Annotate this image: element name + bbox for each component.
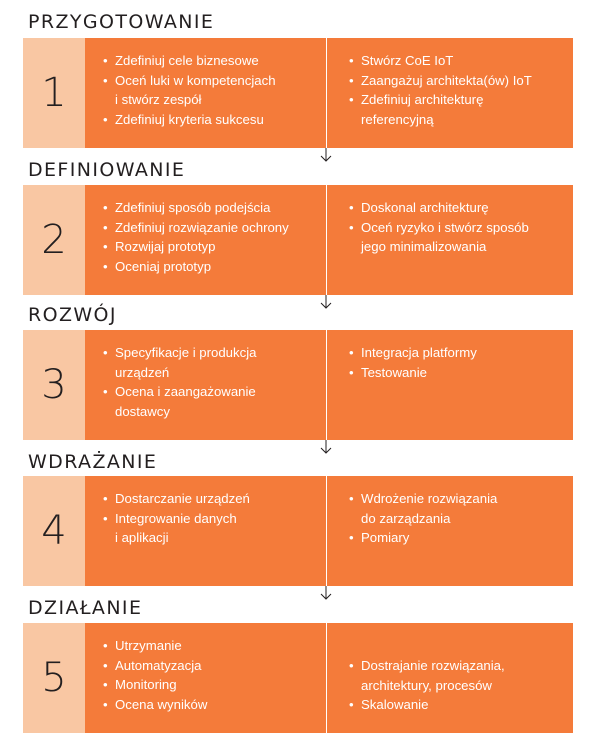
phase-content xyxy=(85,330,573,440)
phase-content xyxy=(85,185,573,295)
list-item: • Wdrożenie rozwiązania do zarządzania xyxy=(349,489,567,528)
down-arrow-icon xyxy=(318,586,334,602)
list-item: • Integrowanie danych i aplikacji xyxy=(103,509,323,548)
right-column xyxy=(329,623,573,733)
column-divider xyxy=(326,330,327,440)
right-column xyxy=(329,330,573,440)
list-item: • Testowanie xyxy=(349,363,567,383)
down-arrow-icon xyxy=(318,295,334,311)
list-item: • Ocena i zaangażowanie dostawcy xyxy=(103,382,323,421)
column-divider xyxy=(326,38,327,148)
column-divider xyxy=(326,185,327,295)
phase-title: ROZWÓJ xyxy=(28,304,117,326)
list-item: • Ocena wyników xyxy=(103,695,323,715)
left-column xyxy=(85,623,329,733)
phase-title: PRZYGOTOWANIE xyxy=(28,11,215,33)
phase-content xyxy=(85,476,573,586)
right-column xyxy=(329,185,573,295)
list-item: • Zdefiniuj architekturę referencyjną xyxy=(349,90,567,129)
phase-title: WDRAŻANIE xyxy=(28,451,158,473)
down-arrow-icon xyxy=(318,148,334,164)
list-item: • Automatyzacja xyxy=(103,656,323,676)
list-item: • Rozwijaj prototyp xyxy=(103,237,323,257)
phase-content xyxy=(85,38,573,148)
list-item: • Specyfikacje i produkcja urządzeń xyxy=(103,343,323,382)
phase-block-2 xyxy=(23,185,573,295)
phase-title: DEFINIOWANIE xyxy=(28,159,186,181)
column-divider xyxy=(326,623,327,733)
list-item: • Stwórz CoE IoT xyxy=(349,51,567,71)
right-column xyxy=(329,38,573,148)
column-divider xyxy=(326,476,327,586)
phase-block-4 xyxy=(23,476,573,586)
list-item: • Zdefiniuj rozwiązanie ochrony xyxy=(103,218,323,238)
phase-number: 3 xyxy=(23,330,85,440)
phase-number: 5 xyxy=(23,623,85,733)
phase-block-5 xyxy=(23,623,573,733)
list-item: • Dostarczanie urządzeń xyxy=(103,489,323,509)
left-column xyxy=(85,330,329,440)
phase-number: 1 xyxy=(23,38,85,148)
phase-block-3 xyxy=(23,330,573,440)
list-item: • Zdefiniuj sposób podejścia xyxy=(103,198,323,218)
list-item: • Zdefiniuj kryteria sukcesu xyxy=(103,110,323,130)
list-item: • Doskonal architekturę xyxy=(349,198,567,218)
left-column xyxy=(85,38,329,148)
phase-title: DZIAŁANIE xyxy=(28,597,143,619)
phase-number: 2 xyxy=(23,185,85,295)
list-item: • Oceń luki w kompetencjach i stwórz zespół xyxy=(103,71,323,110)
list-item: • Oceniaj prototyp xyxy=(103,257,323,277)
list-item: • Pomiary xyxy=(349,528,567,548)
left-column xyxy=(85,185,329,295)
list-item: • Monitoring xyxy=(103,675,323,695)
list-item: • Oceń ryzyko i stwórz sposób jego minimalizowania xyxy=(349,218,567,257)
phase-block-1 xyxy=(23,38,573,148)
phase-number: 4 xyxy=(23,476,85,586)
down-arrow-icon xyxy=(318,440,334,456)
list-item: • Utrzymanie xyxy=(103,636,323,656)
list-item: • Zaangażuj architekta(ów) IoT xyxy=(349,71,567,91)
list-item: • Integracja platformy xyxy=(349,343,567,363)
list-item: • Dostrajanie rozwiązania, architektury, procesów xyxy=(349,656,567,695)
list-item: • Zdefiniuj cele biznesowe xyxy=(103,51,323,71)
left-column xyxy=(85,476,329,586)
right-column xyxy=(329,476,573,586)
phase-content xyxy=(85,623,573,733)
list-item: • Skalowanie xyxy=(349,695,567,715)
